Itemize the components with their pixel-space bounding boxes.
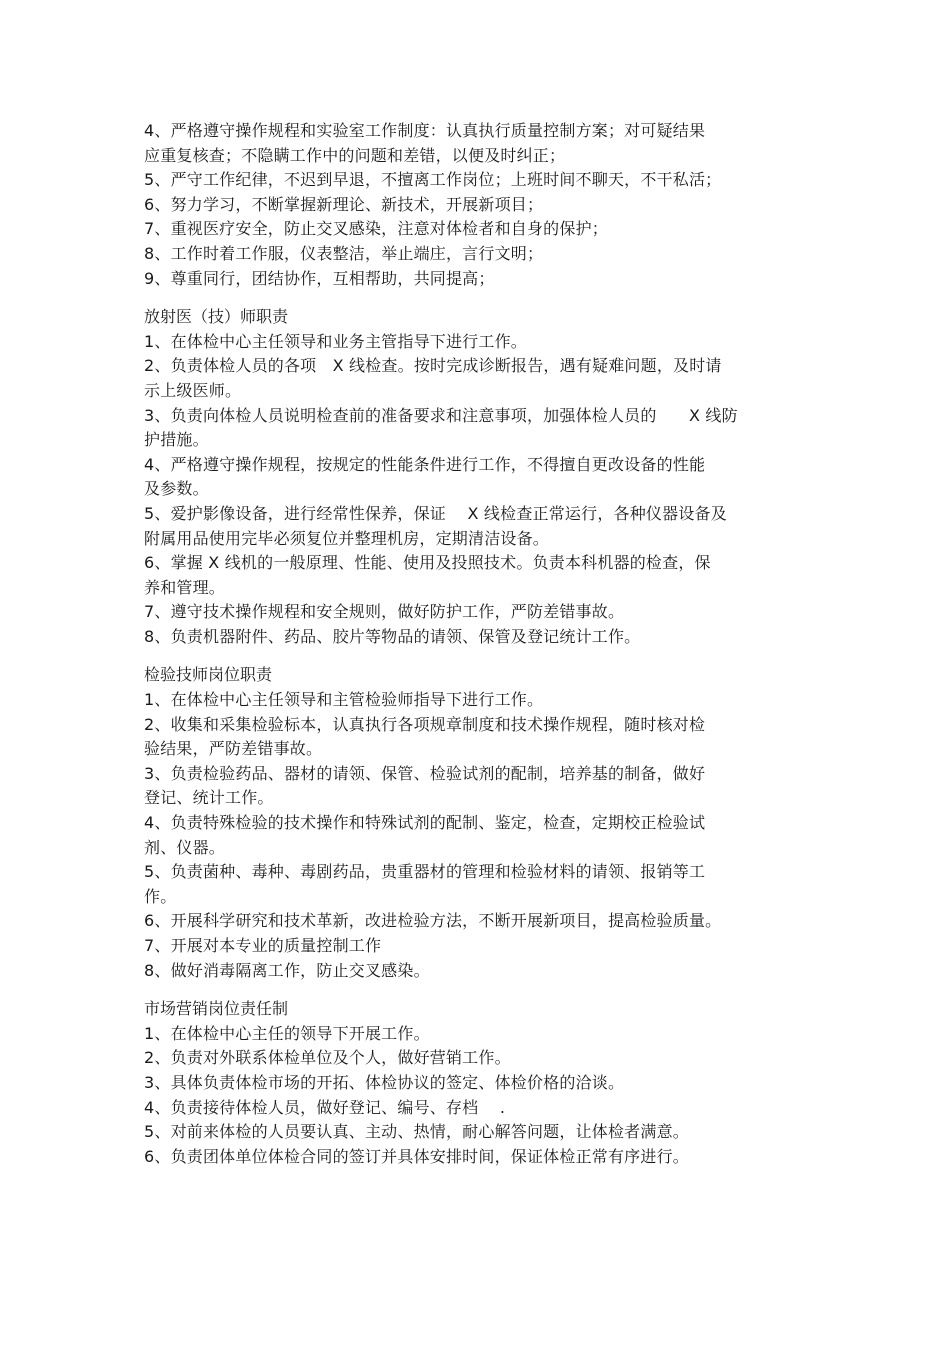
list-item: 3、具体负责体检市场的开拓、体检协议的签定、体检价格的洽谈。: [144, 1072, 625, 1092]
list-item: 5、对前来体检的人员要认真、主动、热情，耐心解答问题，让体检者满意。: [144, 1122, 689, 1142]
list-item: 4、负责接待体检人员，做好登记、编号、存档 .: [144, 1097, 506, 1117]
section-heading: 市场营销岗位责任制: [144, 999, 289, 1019]
list-item: 9、尊重同行，团结协作，互相帮助，共同提高；: [144, 268, 495, 288]
list-item: 6、掌握 X 线机的一般原理、性能、使用及投照技术。负责本科机器的检查，保: [144, 553, 711, 573]
list-item: 8、负责机器附件、药品、胶片等物品的请领、保管及登记统计工作。: [144, 626, 641, 646]
list-item: 及参数。: [144, 479, 209, 499]
section-marketing: [144, 997, 824, 1169]
list-item: 4、严格遵守操作规程和实验室工作制度：认真执行质量控制方案；对可疑结果: [144, 121, 706, 140]
list-item: 2、负责对外联系体检单位及个人，做好营销工作。: [144, 1048, 511, 1068]
list-item: 7、遵守技术操作规程和安全规则，做好防护工作，严防差错事故。: [144, 602, 625, 622]
list-item: 护措施。: [144, 430, 209, 450]
section-radiology: [144, 305, 824, 649]
list-item: 7、重视医疗安全，防止交叉感染，注意对体检者和自身的保护；: [144, 219, 608, 239]
list-item: 养和管理。: [144, 577, 226, 597]
list-item: 1、在体检中心主任领导和主管检验师指导下进行工作。: [144, 690, 544, 710]
list-item: 剂、仪器。: [144, 837, 226, 857]
list-item: 示上级医师。: [144, 380, 242, 400]
list-item: 作。: [144, 886, 177, 906]
list-item: 3、负责检验药品、器材的请领、保管、检验试剂的配制，培养基的制备，做好: [144, 763, 706, 783]
list-item: 登记、统计工作。: [144, 788, 274, 808]
list-item: 1、在体检中心主任的领导下开展工作。: [144, 1023, 430, 1043]
section-lab-technician: [144, 663, 824, 983]
list-item: 7、开展对本专业的质量控制工作: [144, 936, 382, 955]
list-item: 验结果，严防差错事故。: [144, 739, 323, 759]
list-item: 6、负责团体单位体检合同的签订并具体安排时间，保证体检正常有序进行。: [144, 1146, 689, 1166]
list-item: 8、做好消毒隔离工作，防止交叉感染。: [144, 960, 430, 980]
list-item: 6、开展科学研究和技术革新，改进检验方法，不断开展新项目，提高检验质量。: [144, 911, 722, 931]
list-item: 4、负责特殊检验的技术操作和特殊试剂的配制、鉴定，检查，定期校正检验试: [144, 813, 706, 833]
section-heading: 检验技师岗位职责: [144, 665, 273, 685]
list-item: 1、在体检中心主任领导和业务主管指导下进行工作。: [144, 331, 527, 351]
list-item: 5、严守工作纪律，不迟到早退，不擅离工作岗位；上班时间不聊天，不干私活；: [144, 170, 722, 190]
list-item: 2、负责体检人员的各项 X 线检查。按时完成诊断报告，遇有疑难问题，及时请: [144, 356, 722, 376]
duties-list-top: [144, 119, 824, 291]
list-item: 3、负责向体检人员说明检查前的准备要求和注意事项，加强体检人员的 X 线防: [144, 405, 738, 425]
section-heading: 放射医（技）师职责: [144, 307, 289, 327]
document-page: [144, 119, 824, 1169]
list-item: 6、努力学习，不断掌握新理论、新技术，开展新项目；: [144, 194, 544, 214]
list-item: 附属用品使用完毕必须复位并整理机房，定期清洁设备。: [144, 528, 550, 548]
list-item: 8、工作时着工作服，仪表整洁，举止端庄，言行文明；: [144, 243, 544, 263]
list-item: 2、收集和采集检验标本，认真执行各项规章制度和技术操作规程，随时核对检: [144, 714, 706, 734]
list-item: 5、爱护影像设备，进行经常性保养，保证 X 线检查正常运行，各种仪器设备及: [144, 503, 727, 523]
list-item: 5、负责菌种、毒种、毒剧药品，贵重器材的管理和检验材料的请领、报销等工: [144, 862, 706, 882]
list-item: 4、严格遵守操作规程，按规定的性能条件进行工作，不得擅自更改设备的性能: [144, 454, 706, 474]
list-item: 应重复核查；不隐瞒工作中的问题和差错，以便及时纠正；: [144, 145, 566, 165]
